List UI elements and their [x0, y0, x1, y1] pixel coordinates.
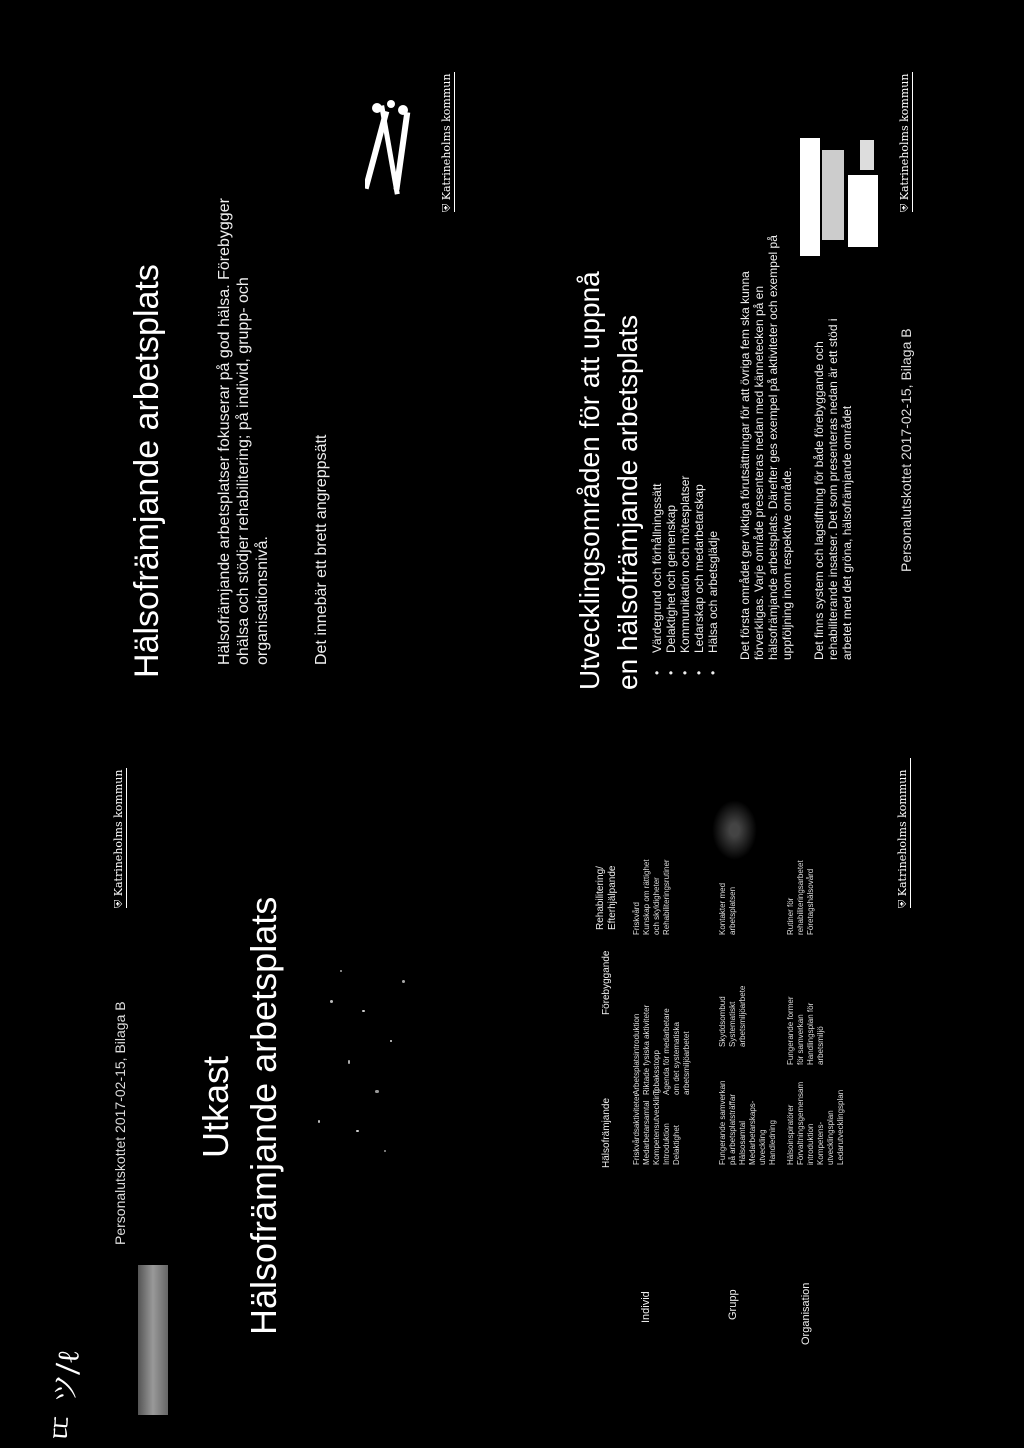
cell-grupp-forebyggande: Skyddsombud Systematiskt arbetsmiljöarbete: [718, 985, 747, 1047]
slide-4-title-line2: en hälsofrämjande arbetsplats: [612, 314, 643, 690]
crest-icon: ⛨: [896, 896, 909, 908]
slide-4-paragraph-1: Det första området ger viktiga förutsättningar för att övriga fem ska kunna förverkligas. Varje område presenteras nedan med kännetecken på en hälsofrämjande arbetsplats. Därefter ges exempel på aktiviteter och exempel på uppföljning inom respektive område.: [738, 235, 794, 660]
cell-individ-halsoframjande: Friskvårdsaktiviteter Medarbetarsamtal Kompetensutveckling Introduktion Delaktighet: [632, 1088, 681, 1165]
row-label-organisation: Organisation: [800, 1282, 812, 1345]
slide-4-paragraph-2: Det finns system och lagstiftning för både förebyggande och rehabiliterande insatser. Det som presenteras nedan är ett stöd i arbetet med det gröna, hälsofrämjande området: [812, 318, 854, 660]
crest-icon: ⛨: [898, 200, 911, 212]
scan-smudge: [712, 800, 757, 860]
bullet-item: • Värdegrund och förhållningssätt: [650, 155, 664, 675]
dancing-figures-icon: [365, 100, 415, 205]
slide-1-title-line2: Hälsofrämjande arbetsplats: [243, 896, 284, 1335]
crest-icon: ⛨: [112, 896, 125, 908]
col-header-halsoframjande: Hälsofrämjande: [601, 1097, 612, 1168]
slide-1-logo: ⛨ Katrineholms kommun: [112, 769, 125, 908]
slide-2-line2: Det innebär ett brett angreppsätt: [313, 434, 330, 665]
cell-organisation-halsoframjande: Hälsoinspiratörer Förvaltningsgemensam introduktion Kompetens- utvecklingsplan Ledarutvecklingsplan: [786, 1081, 845, 1165]
slide-2-paragraph: Hälsofrämjande arbetsplatser fokuserar på god hälsa. Förebygger ohälsa och stödjer rehabilitering; på individ, grupp- och organisationsnivå.: [216, 198, 271, 665]
row-label-individ: Individ: [640, 1291, 652, 1323]
cell-organisation-rehabilitering: Rutiner för rehabiliteringsarbetet Företagshälsovård: [786, 860, 815, 935]
crest-icon: ⛨: [440, 200, 453, 212]
cell-grupp-rehabilitering: Kontakter med arbetsplatsen: [718, 882, 737, 935]
slide-3-logo: ⛨ Katrineholms kommun: [896, 758, 911, 908]
slide-4-header: Personalutskottet 2017-02-15, Bilaga B: [898, 328, 914, 572]
bullet-item: • Hälsa och arbetsglädje: [706, 155, 720, 675]
slide-2-title: Hälsofrämjande arbetsplats: [128, 264, 166, 678]
row-label-grupp: Grupp: [727, 1289, 739, 1320]
bullet-item: • Ledarskap och medarbetarskap: [692, 155, 706, 675]
cell-organisation-forebyggande: Fungerande former för samverkan Handlingsplan för arbetsmiljö: [786, 996, 825, 1065]
cell-grupp-halsoframjande: Fungerande samverkan på arbetsplatsträffar Hälsosamtal Medarbetarskaps- utveckling Handledning: [718, 1080, 777, 1165]
bullet-item: • Delaktighet och gemenskap: [664, 155, 678, 675]
slide-1-header: Personalutskottet 2017-02-15, Bilaga B: [112, 1001, 128, 1245]
handwritten-note: ㄸ ツ/ℓ: [43, 1348, 87, 1444]
slide-4-title-line1: Utvecklingsområden för att uppnå: [574, 271, 605, 690]
col-header-rehabilitering: Rehabilitering/ Efterhjälpande: [595, 865, 618, 930]
grey-scan-mark: [138, 1265, 168, 1415]
bullet-item: • Kommunikation och mötesplatser: [678, 155, 692, 675]
cell-individ-forebyggande: Arbetsplatsintroduktion Riktade fysiska aktiviteter Tobaksstopp Agenda för medarbetare om det systematiska arbetsmiljöarbetet: [632, 1004, 691, 1095]
col-header-forebyggande: Förebyggande: [601, 950, 612, 1015]
slide-4-bullet-list: [650, 155, 720, 675]
cell-individ-rehabilitering: Friskvård Kunskap om rättighet och skyldigheter Rehabiliteringsrutiner: [632, 859, 671, 935]
slide-4-logo: ⛨ Katrineholms kommun: [898, 73, 911, 212]
slide-1-title-line1: Utkast: [195, 1055, 236, 1158]
slide-2-logo: ⛨ Katrineholms kommun: [440, 73, 453, 212]
